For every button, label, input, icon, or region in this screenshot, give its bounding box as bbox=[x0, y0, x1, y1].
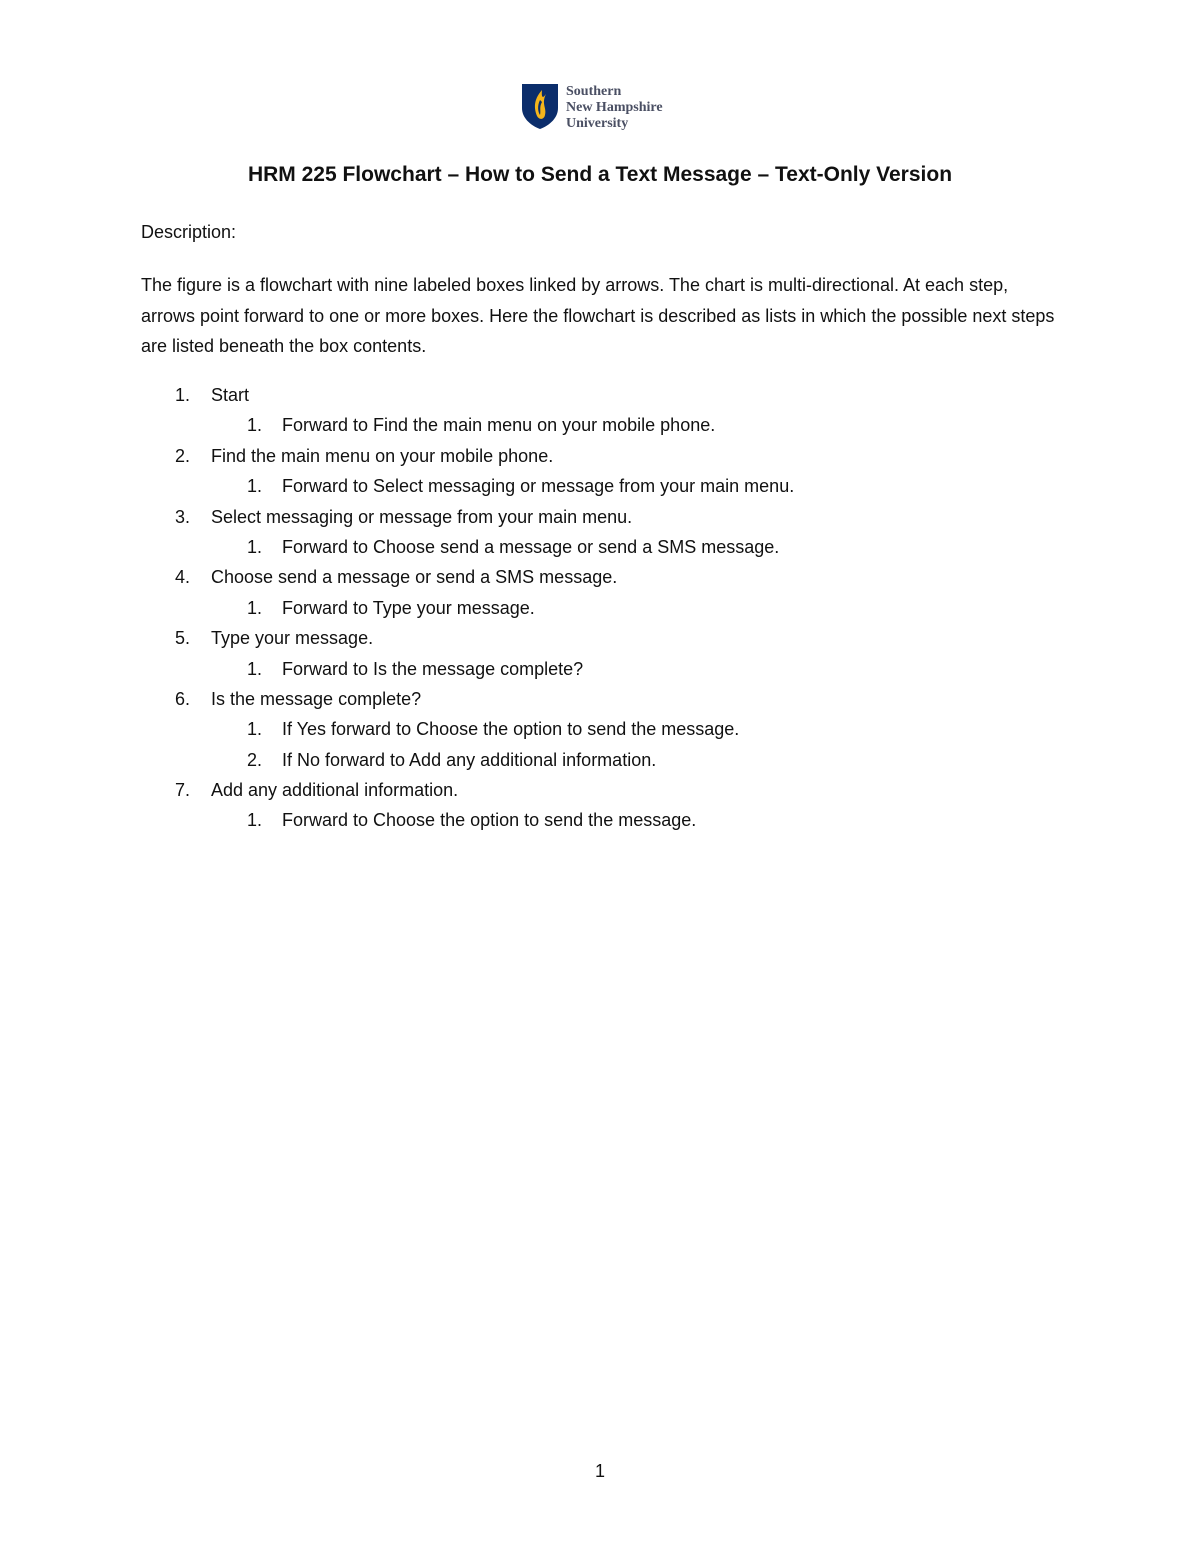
logo-line-3: University bbox=[566, 116, 629, 131]
sub-list-item bbox=[141, 410, 1061, 440]
sub-step-text: Forward to Select messaging or message from your main menu. bbox=[282, 476, 795, 497]
list-item bbox=[141, 502, 1061, 563]
sub-list-item bbox=[141, 714, 1061, 744]
sub-step-number: 1. bbox=[247, 476, 263, 497]
sub-list-item bbox=[141, 471, 1061, 501]
sub-step-text: If Yes forward to Choose the option to send the message. bbox=[282, 719, 740, 740]
sub-step-number: 1. bbox=[247, 536, 263, 557]
sub-step-text: Forward to Find the main menu on your mobile phone. bbox=[282, 415, 716, 436]
sub-step-text: Forward to Type your message. bbox=[282, 597, 535, 618]
sub-step-text: Forward to Choose send a message or send a SMS message. bbox=[282, 536, 780, 557]
sub-steps-list bbox=[141, 471, 1061, 501]
list-item bbox=[141, 562, 1061, 623]
step-number: 7. bbox=[175, 780, 191, 801]
step-text: Start bbox=[211, 385, 250, 405]
list-item bbox=[141, 380, 1061, 441]
sub-step-text: If No forward to Add any additional information. bbox=[282, 749, 657, 770]
sub-list-item bbox=[141, 805, 1061, 835]
step-row bbox=[141, 502, 1061, 532]
page-title: HRM 225 Flowchart – How to Send a Text Message – Text-Only Version bbox=[247, 163, 953, 186]
sub-list-item bbox=[141, 745, 1061, 775]
logo-wordmark bbox=[566, 84, 663, 132]
page-number: 1 bbox=[594, 1461, 605, 1481]
sub-step-number: 1. bbox=[247, 810, 263, 831]
sub-steps-list bbox=[141, 410, 1061, 440]
sub-list-item bbox=[141, 654, 1061, 684]
sub-step-number: 1. bbox=[247, 658, 263, 679]
university-logo bbox=[520, 82, 690, 134]
shield-icon bbox=[520, 82, 560, 130]
sub-steps-list bbox=[141, 714, 1061, 775]
step-number: 4. bbox=[175, 567, 191, 588]
step-row bbox=[141, 562, 1061, 592]
step-row bbox=[141, 441, 1061, 471]
sub-step-text: Forward to Choose the option to send the message. bbox=[282, 810, 697, 831]
step-row bbox=[141, 684, 1061, 714]
logo-line-1: Southern bbox=[566, 84, 622, 99]
sub-list-item bbox=[141, 532, 1061, 562]
sub-step-text: Forward to Is the message complete? bbox=[282, 658, 584, 679]
sub-steps-list bbox=[141, 654, 1061, 684]
step-text: Find the main menu on your mobile phone. bbox=[211, 445, 554, 466]
list-item bbox=[141, 775, 1061, 836]
step-row bbox=[141, 775, 1061, 805]
list-item bbox=[141, 623, 1061, 684]
sub-steps-list bbox=[141, 805, 1061, 835]
steps-list bbox=[141, 380, 1061, 836]
list-item bbox=[141, 684, 1061, 775]
step-row bbox=[141, 623, 1061, 653]
sub-list-item bbox=[141, 593, 1061, 623]
step-number: 3. bbox=[175, 506, 191, 527]
sub-step-number: 2. bbox=[247, 749, 263, 770]
step-number: 2. bbox=[175, 445, 191, 466]
step-number: 1. bbox=[175, 385, 191, 405]
step-row bbox=[141, 380, 1061, 410]
step-number: 5. bbox=[175, 628, 191, 649]
step-number: 6. bbox=[175, 688, 191, 709]
intro-paragraph: The figure is a flowchart with nine labeled boxes linked by arrows. The chart is multi-directional. At each step, arrows point forward to one or more boxes. Here the flowchart is described as lists in which the possible next steps are listed beneath the box contents. bbox=[141, 275, 1055, 356]
step-text: Select messaging or message from your main menu. bbox=[211, 506, 633, 527]
sub-steps-list bbox=[141, 532, 1061, 562]
description-label: Description: bbox=[141, 222, 237, 242]
sub-step-number: 1. bbox=[247, 415, 263, 436]
sub-step-number: 1. bbox=[247, 597, 263, 618]
list-item bbox=[141, 441, 1061, 502]
sub-steps-list bbox=[141, 593, 1061, 623]
logo-line-2: New Hampshire bbox=[566, 100, 663, 115]
step-text: Type your message. bbox=[211, 628, 374, 649]
step-text: Is the message complete? bbox=[211, 688, 422, 709]
step-text: Choose send a message or send a SMS message. bbox=[211, 567, 618, 588]
sub-step-number: 1. bbox=[247, 719, 263, 740]
step-text: Add any additional information. bbox=[211, 780, 459, 801]
